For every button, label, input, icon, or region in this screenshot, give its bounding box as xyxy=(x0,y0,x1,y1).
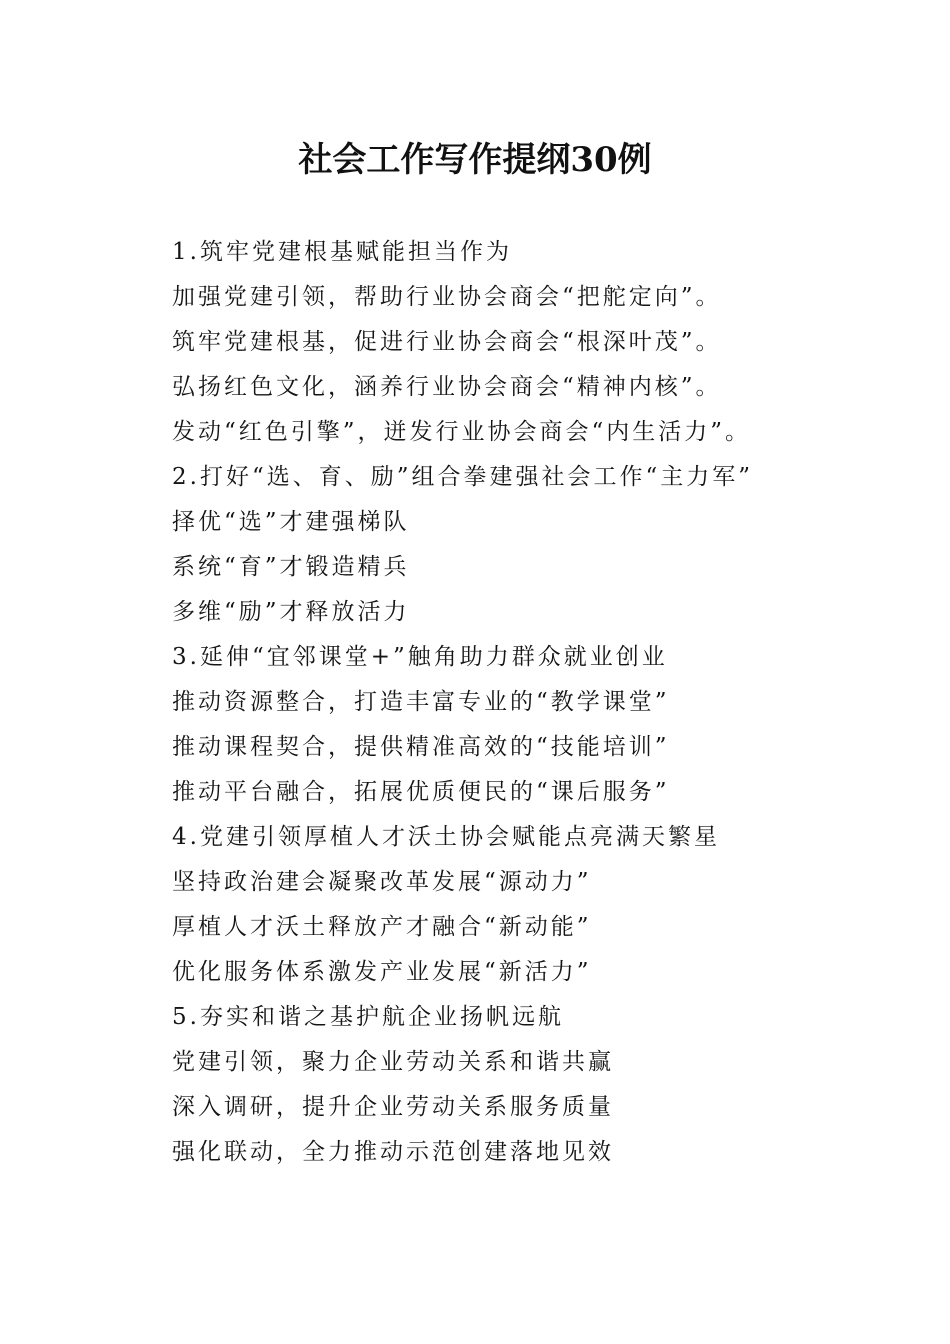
heading-5: 5.夯实和谐之基护航企业扬帆远航 xyxy=(172,1004,564,1030)
paragraph-line: 加强党建引领，帮助行业协会商会“把舵定向”。 xyxy=(172,284,722,310)
document-body xyxy=(172,232,872,1177)
paragraph-line: 推动资源整合，打造丰富专业的“教学课堂” xyxy=(172,689,670,715)
paragraph-line: 发动“红色引擎”，迸发行业协会商会“内生活力”。 xyxy=(172,419,752,445)
paragraph-line: 厚植人才沃土释放产才融合“新动能” xyxy=(172,914,592,940)
paragraph-line: 系统“育”才锻造精兵 xyxy=(172,554,410,580)
paragraph-line: 推动平台融合，拓展优质便民的“课后服务” xyxy=(172,779,670,805)
paragraph-line: 深入调研，提升企业劳动关系服务质量 xyxy=(172,1094,614,1120)
paragraph-line: 筑牢党建根基，促进行业协会商会“根深叶茂”。 xyxy=(172,329,722,355)
heading-4: 4.党建引领厚植人才沃土协会赋能点亮满天繁星 xyxy=(172,824,720,850)
paragraph-line: 优化服务体系激发产业发展“新活力” xyxy=(172,959,592,985)
paragraph-line: 多维“励”才释放活力 xyxy=(172,599,410,625)
heading-3: 3.延伸“宜邻课堂+”触角助力群众就业创业 xyxy=(172,644,668,670)
heading-1: 1.筑牢党建根基赋能担当作为 xyxy=(172,239,512,265)
paragraph-line: 坚持政治建会凝聚改革发展“源动力” xyxy=(172,869,592,895)
paragraph-line: 党建引领，聚力企业劳动关系和谐共赢 xyxy=(172,1049,614,1075)
paragraph-line: 推动课程契合，提供精准高效的“技能培训” xyxy=(172,734,670,760)
heading-2: 2.打好“选、育、励”组合拳建强社会工作“主力军” xyxy=(172,464,753,490)
paragraph-line: 择优“选”才建强梯队 xyxy=(172,509,410,535)
paragraph-line: 强化联动，全力推动示范创建落地见效 xyxy=(172,1139,614,1165)
paragraph-line: 弘扬红色文化，涵养行业协会商会“精神内核”。 xyxy=(172,374,722,400)
document-title: 社会工作写作提纲30例 xyxy=(298,140,652,180)
